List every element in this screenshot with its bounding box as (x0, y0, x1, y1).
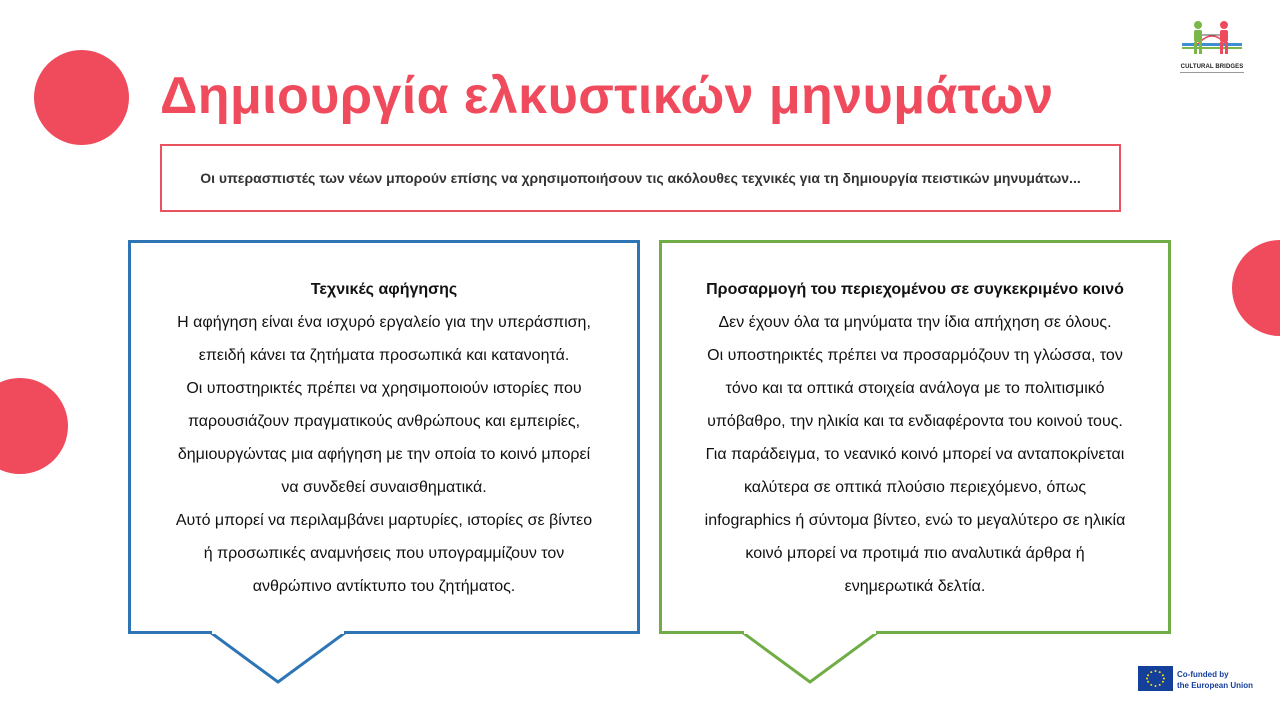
card-line: Οι υποστηρικτές πρέπει να χρησιμοποιούν ιστορίες που (186, 380, 582, 397)
card-line: Οι υποστηρικτές πρέπει να προσαρμόζουν τη γλώσσα, τον (707, 347, 1123, 364)
eu-cofunded-text (1177, 669, 1253, 691)
card-line: Για παράδειγμα, το νεανικό κοινό μπορεί να ανταποκρίνεται (705, 446, 1125, 463)
card-line: καλύτερα σε οπτικά πλούσιο περιεχόμενο, όπως (743, 479, 1087, 496)
storytelling-card-pointer (208, 632, 348, 684)
decorative-circle-right (1232, 240, 1280, 336)
decorative-circle-top-left (34, 50, 129, 145)
card-line: ενημερωτικά δελτία. (844, 578, 986, 595)
logo-text: CULTURAL BRIDGES (1180, 64, 1244, 70)
eu-text-line-2: the European Union (1177, 681, 1253, 690)
card-heading: Προσαρμογή του περιεχομένου σε συγκεκριμένο κοινό (706, 281, 1124, 298)
card-heading: Τεχνικές αφήγησης (310, 281, 458, 298)
storytelling-card (128, 240, 640, 634)
intro-text: Οι υπερασπιστές των νέων μπορούν επίσης να χρησιμοποιήσουν τις ακόλουθες τεχνικές για τη δημιουργία πειστικών μηνυμάτων... (200, 169, 1081, 186)
card-line: να συνδεθεί συναισθηματικά. (281, 479, 487, 496)
card-line: παρουσιάζουν πραγματικούς ανθρώπους και εμπειρίες, (187, 413, 581, 430)
card-line: δημιουργώντας μια αφήγηση με την οποία το κοινό μπορεί (177, 446, 591, 463)
card-line: τόνο και τα οπτικά στοιχεία ανάλογα με το πολιτισμικό (725, 380, 1105, 397)
card-line: Η αφήγηση είναι ένα ισχυρό εργαλείο για την υπεράσπιση, (177, 314, 591, 331)
card-line: infographics ή σύντομα βίντεο, ενώ το μεγαλύτερο σε ηλικία (704, 512, 1126, 529)
card-line: ανθρώπινο αντίκτυπο του ζητήματος. (252, 578, 516, 595)
intro-box (160, 144, 1121, 212)
audience-card-pointer (740, 632, 880, 684)
eu-text-line-1: Co-funded by (1177, 670, 1229, 679)
card-line: υπόβαθρο, την ηλικία και τα ενδιαφέροντα του κοινού τους. (707, 413, 1123, 430)
card-line: επειδή κάνει τα ζητήματα προσωπικά και κατανοητά. (198, 347, 570, 364)
card-line: Αυτό μπορεί να περιλαμβάνει μαρτυρίες, ιστορίες σε βίντεο (175, 512, 593, 529)
eu-flag-icon (1138, 666, 1173, 691)
card-line: ή προσωπικές αναμνήσεις που υπογραμμίζουν τον (203, 545, 565, 562)
card-line: Δεν έχουν όλα τα μηνύματα την ίδια απήχηση σε όλους. (718, 314, 1112, 331)
card-line: κοινό μπορεί να προτιμά πιο αναλυτικά άρθρα ή (745, 545, 1085, 562)
page-title: Δημιουργία ελκυστικών μηνυμάτων (160, 67, 1054, 125)
decorative-circle-left (0, 378, 68, 474)
logo-underline (1180, 72, 1244, 73)
audience-card (659, 240, 1171, 634)
